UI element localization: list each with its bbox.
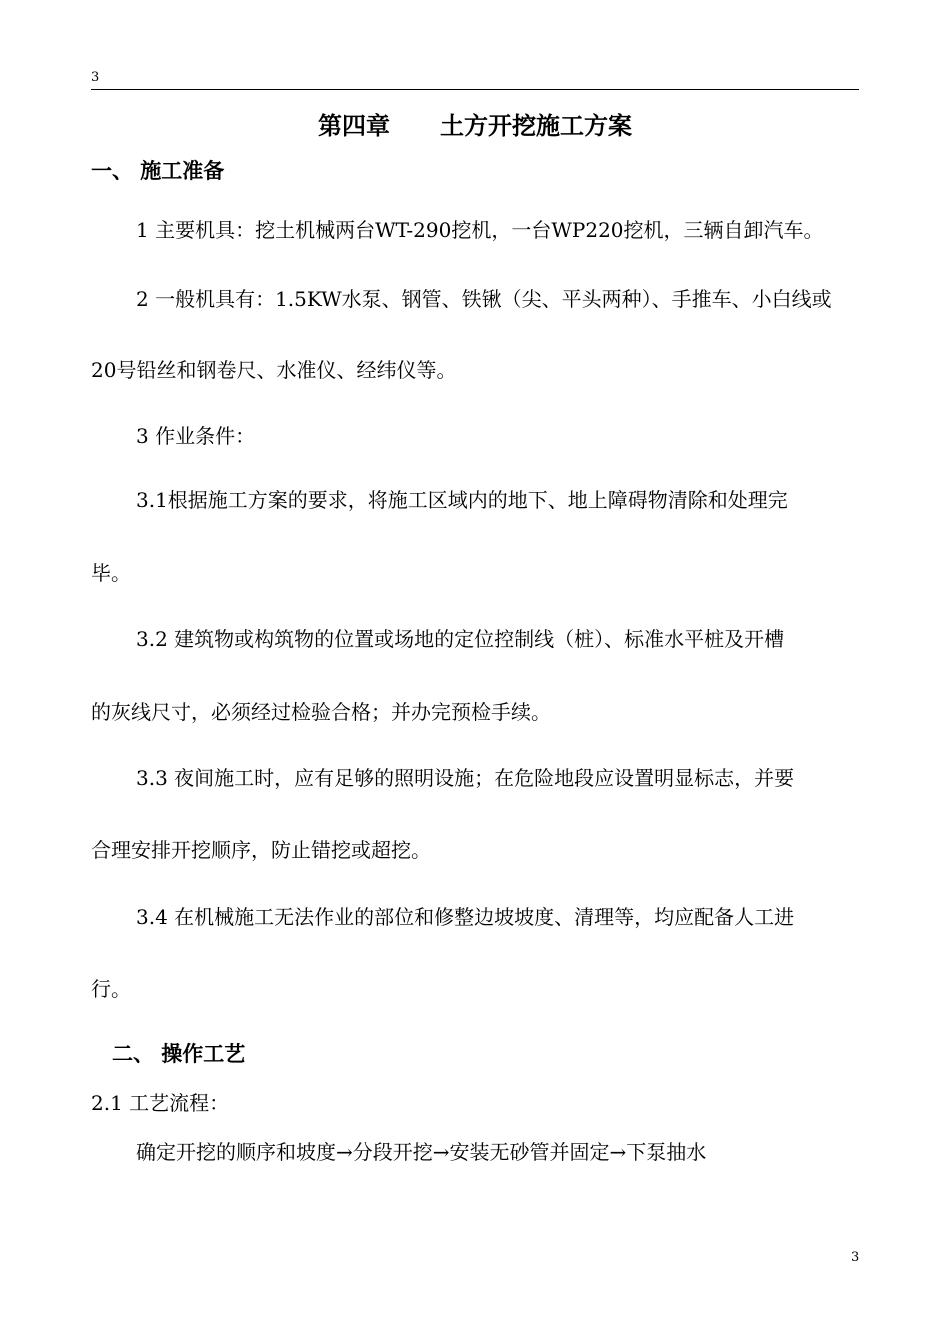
paragraph-item-3-2-line-1: 3.2 建筑物或构筑物的位置或场地的定位控制线（桩）、标准水平桩及开槽: [136, 627, 785, 651]
paragraph-item-3-3-line-1: 3.3 夜间施工时，应有足够的照明设施；在危险地段应设置明显标志，并要: [136, 766, 795, 790]
header-page-number: 3: [91, 70, 100, 85]
chapter-name: 土方开挖施工方案: [440, 111, 632, 140]
sub-heading-flow: 2.1 工艺流程：: [91, 1091, 230, 1115]
process-flow: 确定开挖的顺序和坡度→分段开挖→安装无砂管并固定→下泵抽水: [136, 1140, 707, 1164]
paragraph-item-3-3-line-2: 合理安排开挖顺序，防止错挖或超挖。: [91, 838, 431, 862]
paragraph-item-2-line-2: 20号铅丝和钢卷尺、水准仪、经纬仪等。: [91, 358, 457, 382]
paragraph-item-3-4-line-2: 行。: [91, 977, 131, 1001]
footer-page-number: 3: [851, 1250, 860, 1265]
paragraph-item-3-2-line-2: 的灰线尺寸，必须经过检验合格；并办完预检手续。: [91, 700, 551, 724]
paragraph-item-3-1-line-1: 3.1根据施工方案的要求，将施工区域内的地下、地上障碍物清除和处理完: [136, 488, 788, 512]
paragraph-item-3: 3 作业条件：: [136, 424, 256, 448]
paragraph-item-1: 1 主要机具：挖土机械两台WT-290挖机，一台WP220挖机，三辆自卸汽车。: [136, 218, 824, 242]
section-heading-process: 二、 操作工艺: [112, 1041, 246, 1066]
paragraph-item-3-1-line-2: 毕。: [91, 561, 131, 585]
paragraph-item-3-4-line-1: 3.4 在机械施工无法作业的部位和修整边坡坡度、清理等，均应配备人工进: [136, 905, 795, 929]
header-rule: [91, 89, 859, 90]
section-heading-preparation: 一、 施工准备: [91, 158, 225, 183]
chapter-title: [0, 106, 950, 141]
paragraph-item-2-line-1: 2 一般机具有：1.5KW水泵、钢管、铁锹（尖、平头两种）、手推车、小白线或: [136, 287, 832, 311]
chapter-number: 第四章: [318, 111, 390, 140]
